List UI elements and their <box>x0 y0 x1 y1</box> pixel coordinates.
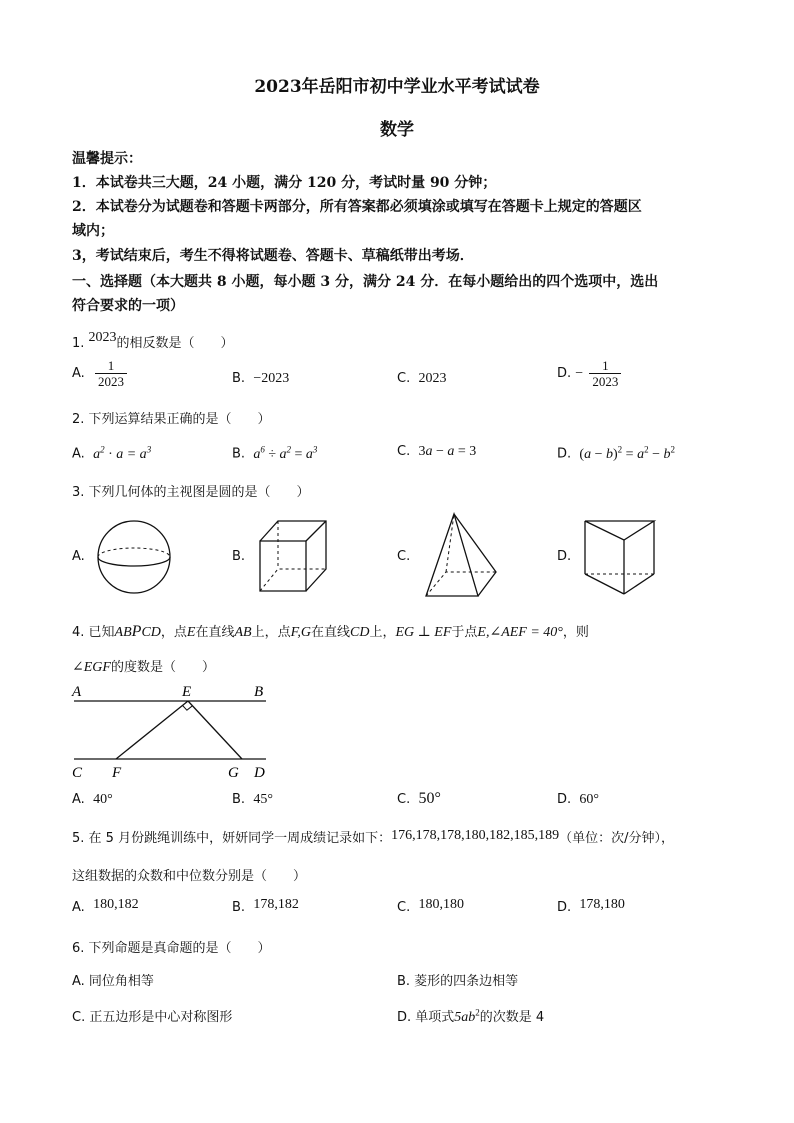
q4-fg: F,G <box>290 625 311 640</box>
q5-option-c-value: 180,180 <box>418 897 464 912</box>
q1-option-b-value: −2023 <box>253 371 290 386</box>
q5-text-1: 5. 在 5 月份跳绳训练中，妍妍同学一周成绩记录如下： <box>72 831 392 846</box>
q4-option-b-label: B. <box>232 792 246 807</box>
q5-option-b-value: 178,182 <box>253 897 299 912</box>
q4-option-d <box>557 792 599 808</box>
q4-option-c-value: 50° <box>418 790 441 807</box>
q1-option-d <box>557 358 621 389</box>
q1-option-c-value: 2023 <box>418 371 447 386</box>
q5-option-d <box>557 897 625 916</box>
q5-option-b <box>232 897 299 916</box>
point-f-label: F <box>112 765 122 781</box>
q4-option-b <box>232 792 273 808</box>
q4-text-1: ，点 <box>160 625 187 640</box>
q4-text-6: 于点 <box>451 625 478 640</box>
q3-option-d-label: D. <box>557 549 572 564</box>
q5-option-c-label: C. <box>397 900 411 915</box>
q6-option-d-text-end: 的次数是 4 <box>479 1010 545 1025</box>
q4-option-b-value: 45° <box>253 792 273 807</box>
q1-option-a-fraction <box>95 358 127 389</box>
q6-option-c: C. 正五边形是中心对称图形 <box>72 1010 233 1025</box>
subject-title: 数学 <box>380 120 414 140</box>
q4-text-7: ，则 <box>562 625 589 640</box>
notice-line-3: 3，考试结束后，考生不得将试题卷、答题卡、草稿纸带出考场． <box>72 248 474 264</box>
q1-option-d-sign: − <box>575 366 584 381</box>
q2-option-d: D. $(a - b)^2 = a^2 - b^2$ <box>557 444 675 462</box>
q1-option-d-denominator: 2023 <box>592 374 619 389</box>
q5-option-b-label: B. <box>232 900 246 915</box>
point-b-label: B <box>254 684 264 700</box>
q5-option-a-value: 180,182 <box>93 897 139 912</box>
notice-heading: 温馨提示： <box>72 151 142 167</box>
q1-option-b-label: B. <box>232 371 246 386</box>
q1-text: 的相反数是（ ） <box>116 336 234 351</box>
q6-option-d-text: D. 单项式 <box>397 1010 455 1025</box>
q6-stem: 6. 下列命题是真命题的是（ ） <box>72 941 271 956</box>
q3-option-c-label: C. <box>397 549 411 564</box>
q2-option-a: A. $a^2 \cdot a = a^3$ <box>72 444 152 462</box>
q3-option-a-label: A. <box>72 549 85 564</box>
q4-prefix: 4. 已知 <box>72 625 115 640</box>
q6-option-d-exponent: 2 <box>475 1007 480 1018</box>
q1-option-d-fraction <box>589 358 621 389</box>
q4-cd-2: CD <box>349 625 370 640</box>
q2-option-c-label: C. <box>397 444 411 459</box>
q4-option-a-value: 40° <box>93 792 113 807</box>
section-1-heading-cont: 符合要求的一项） <box>72 298 184 314</box>
q4-e: E <box>186 625 196 640</box>
q5-data: 176,178,178,180,182,185,189 <box>391 828 560 843</box>
q1-option-d-numerator: 1 <box>589 358 621 374</box>
q6-option-b: B. 菱形的四条边相等 <box>397 974 519 989</box>
q4-option-c <box>397 790 441 808</box>
q2-option-c: C. 3a − a = 3 <box>397 444 477 459</box>
notice-line-2a: 2．本试卷分为试题卷和答题卡两部分，所有答案都必须填涂或填写在答题卡上规定的答题区 <box>72 199 642 215</box>
cube-figure <box>256 517 332 595</box>
q5-option-d-label: D. <box>557 900 572 915</box>
point-g-label: G <box>228 765 239 781</box>
point-c-label: C <box>72 765 83 781</box>
q3-stem: 3. 下列几何体的主视图是圆的是（ ） <box>72 485 310 500</box>
q4-perp: EG ⊥ EF <box>395 625 452 640</box>
q1-expr: 2023 <box>88 330 117 345</box>
q3-option-b-label: B. <box>232 549 246 564</box>
q4-ab-2: AB <box>234 625 252 640</box>
q1-number: 1. <box>72 336 85 351</box>
q6-option-a: A. 同位角相等 <box>72 974 154 989</box>
q5-option-c <box>397 897 464 916</box>
notice-line-2b: 域内； <box>72 223 114 239</box>
q5-option-d-value: 178,180 <box>579 897 625 912</box>
q1-option-a <box>72 358 127 389</box>
q4-option-a-label: A. <box>72 792 85 807</box>
page-title: 2023年岳阳市初中学业水平考试试卷 <box>254 77 540 97</box>
q4-stem-line-2 <box>72 656 215 676</box>
q1-stem <box>72 332 234 352</box>
q4-parallel-lines-figure <box>66 680 286 782</box>
notice-line-1: 1．本试卷共三大题，24 小题，满分 120 分，考试时量 90 分钟； <box>72 175 497 191</box>
q4-parallel: P <box>131 623 142 640</box>
q5-option-a <box>72 897 139 916</box>
q6-option-d <box>397 1006 544 1026</box>
q5-unit: （单位：次/分钟）， <box>559 831 674 846</box>
q4-option-d-label: D. <box>557 792 572 807</box>
q1-option-b <box>232 371 289 387</box>
q2-option-b-label: B. <box>232 446 246 462</box>
q4-stem-line-1 <box>72 621 589 641</box>
q4-text-4: 在直线 <box>310 625 350 640</box>
point-d-label: D <box>254 765 265 781</box>
q2-stem: 2. 下列运算结果正确的是（ ） <box>72 412 271 427</box>
q2-option-b: B. $a^6 \div a^2 = a^3$ <box>232 444 318 462</box>
q5-stem-line-2: 这组数据的众数和中位数分别是（ ） <box>72 869 307 884</box>
q4-angle-aef: E,∠AEF = 40° <box>477 625 563 640</box>
q4-text-2: 在直线 <box>195 625 235 640</box>
q6-option-d-expr: 5ab <box>454 1010 476 1025</box>
q2-option-a-label: A. <box>72 446 85 462</box>
prism-figure <box>582 518 658 598</box>
q1-option-a-numerator: 1 <box>95 358 127 374</box>
point-e-label: E <box>182 684 192 700</box>
point-a-label: A <box>72 684 82 700</box>
q4-option-c-label: C. <box>397 792 411 807</box>
q2-option-d-label: D. <box>557 446 572 462</box>
q4-option-a <box>72 792 113 808</box>
q4-text-8: 的度数是（ ） <box>110 660 215 675</box>
q4-angle-egf: ∠EGF <box>72 660 111 675</box>
q4-option-d-value: 60° <box>579 792 600 807</box>
section-1-heading: 一、选择题（本大题共 8 小题，每小题 3 分，满分 24 分．在每小题给出的四个选项中，选出 <box>72 274 659 290</box>
q4-ab: AB <box>114 625 132 640</box>
q1-option-d-label: D. <box>557 366 572 381</box>
q1-option-c-label: C. <box>397 371 411 386</box>
q4-text-5: 上， <box>369 625 396 640</box>
q5-stem-line-1 <box>72 827 674 847</box>
sphere-figure <box>94 518 174 596</box>
q5-option-a-label: A. <box>72 900 85 915</box>
q4-cd: CD <box>141 625 161 640</box>
pyramid-figure <box>420 510 500 600</box>
q4-text-3: 上，点 <box>251 625 291 640</box>
q1-option-a-denominator: 2023 <box>97 374 124 389</box>
q1-option-a-label: A. <box>72 366 85 381</box>
q1-option-c <box>397 371 446 387</box>
